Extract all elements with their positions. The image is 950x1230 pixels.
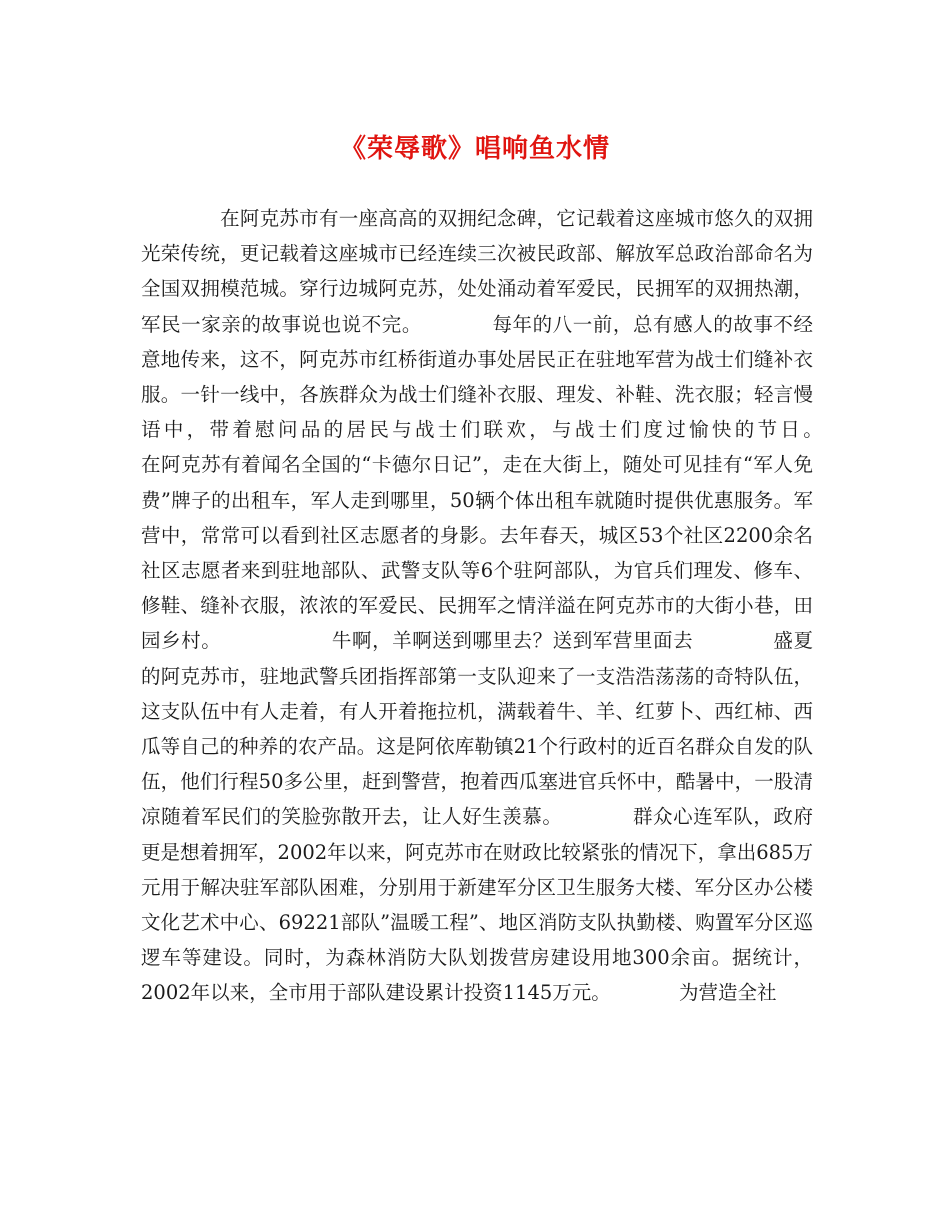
body-segment-6: 为营造全社 [601, 981, 777, 1005]
body-segment-4: 盛夏的阿克苏市，驻地武警兵团指挥部第一支队迎来了一支浩浩荡荡的奇特队伍，这支队伍中有人走着，有人开着拖拉机，满载着牛、羊、红萝卜、西红柿、西瓜等自己的种养的农产品。这是阿依库勒镇21个行政村的近百名群众自发的队伍，他们行程50多公里，赶到警营，抱着西瓜塞进官兵怀中，酷暑中，一股清凉随着军民们的笑脸弥散开去，让人好生羡慕。 [141, 629, 813, 829]
body-segment-2: 每年的八一前，总有感人的故事不经意地传来，这不，阿克苏市红桥街道办事处居民正在驻地军营为战士们缝补衣服。一针一线中，各族群众为战士们缝补衣服、理发、补鞋、洗衣服；轻言慢语中，带着慰问品的居民与战士们联欢，与战士们度过愉快的节日。 [141, 312, 813, 442]
section-heading-cattle-sheep: 牛啊，羊啊送到哪里去？送到军营里面去 [211, 629, 694, 653]
document-body [141, 201, 892, 1011]
body-segment-1: 在阿克苏市有一座高高的双拥纪念碑，它记载着这座城市悠久的双拥光荣传统，更记载着这座城市已经连续三次被民政部、解放军总政治部命名为全国双拥模范城。穿行边城阿克苏，处处涌动着军爱民，民拥军的双拥热潮，军民一家亲的故事说也说不完。 [141, 207, 813, 336]
document-title: 《荣辱歌》唱响鱼水情 [339, 134, 610, 164]
body-segment-3: 在阿克苏有着闻名全国的“卡德尔日记”，走在大街上，随处可见挂有“军人免费”牌子的出租车，军人走到哪里，50辆个体出租车就随时提供优惠服务。军营中，常常可以看到社区志愿者的身影。去年春天，城区53个社区2200余名社区志愿者来到驻地部队、武警支队等6个驻阿部队，为官兵们理发、修车、修鞋、缝补衣服，浓浓的军爱民、民拥军之情洋溢在阿克苏市的大街小巷，田园乡村。 [141, 418, 892, 653]
body-segment-5: 群众心连军队，政府更是想着拥军，2002年以来，阿克苏市在财政比较紧张的情况下，拿出685万元用于解决驻军部队困难，分别用于新建军分区卫生服务大楼、军分区办公楼文化艺术中心、69221部队”温暖工程”、地区消防支队执勤楼、购置军分区巡逻车等建设。同时，为森林消防大队划拨营房建设用地300余亩。据统计，2002年以来，全市用于部队建设累计投资1145万元。 [141, 805, 813, 1005]
